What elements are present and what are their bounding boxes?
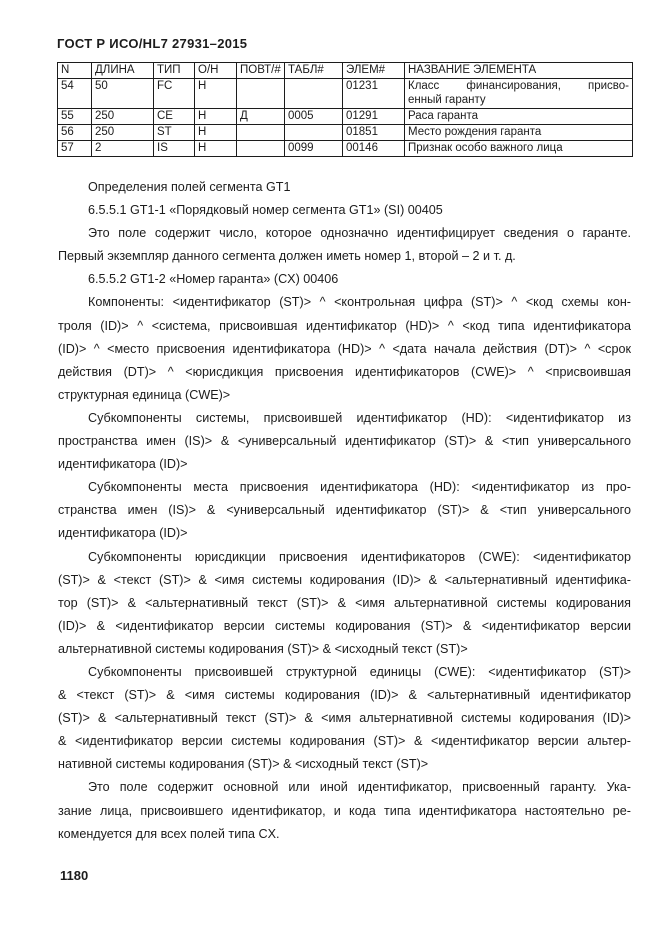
table-cell: Н xyxy=(195,141,237,157)
page-number: 1180 xyxy=(60,868,89,883)
table-cell: 50 xyxy=(92,79,154,109)
text-line: (ID)> ^ <место присвоения идентификатора (HD)> ^ <дата начала действия (DT)> ^ <срок xyxy=(58,341,631,356)
text-line: пространства имен (IS)> & <универсальный идентификатор (ST)> & <тип универсального xyxy=(58,434,631,449)
table-cell: CE xyxy=(154,109,195,125)
table-header-row xyxy=(58,63,633,79)
column-header: НАЗВАНИЕ ЭЛЕМЕНТА xyxy=(405,63,633,79)
text-line: Это поле содержит основной или иной идентификатор, присвоенный гаранту. Ука- xyxy=(88,780,631,795)
table-cell: 54 xyxy=(58,79,92,109)
text-line: Субкомпоненты системы, присвоившей идентификатор (HD): <идентификатор из xyxy=(88,410,631,425)
segment-fields-table xyxy=(57,62,633,157)
text-line: Субкомпоненты юрисдикции присвоения идентификаторов (CWE): <идентификатор xyxy=(88,549,631,564)
element-name-line: енный гаранту xyxy=(408,94,486,106)
table-cell: Д xyxy=(237,109,285,125)
text-line: Компоненты: <идентификатор (ST)> ^ <контрольная цифра (ST)> ^ <код схемы кон- xyxy=(88,295,631,310)
table-cell xyxy=(285,79,343,109)
text-line: странства имен (IS)> & <универсальный идентификатор (ST)> & <тип универсального xyxy=(58,503,631,518)
text-line: 6.5.5.1 GT1-1 «Порядковый номер сегмента GT1» (SI) 00405 xyxy=(88,203,443,218)
table-row xyxy=(58,125,633,141)
table-cell: 0005 xyxy=(285,109,343,125)
element-name-line: Класс финансирования, присво- xyxy=(408,80,629,92)
column-header: N xyxy=(58,63,92,79)
text-line: комендуется для всех полей типа CX. xyxy=(58,826,280,841)
text-line: (ID)> & <идентификатор версии системы кодирования (ST)> & <идентификатор версии xyxy=(58,618,631,633)
text-line: (ST)> & <текст (ST)> & <имя системы кодирования (ID)> & <альтернативный идентифика- xyxy=(58,572,631,587)
table-cell: 250 xyxy=(92,109,154,125)
table-cell xyxy=(237,125,285,141)
text-line: Субкомпоненты присвоившей структурной единицы (CWE): <идентификатор (ST)> xyxy=(88,664,631,679)
table-cell: Н xyxy=(195,79,237,109)
table-cell: 01291 xyxy=(343,109,405,125)
body-text xyxy=(58,176,631,846)
table-cell: 00146 xyxy=(343,141,405,157)
element-name-line: Признак особо важного лица xyxy=(408,142,563,154)
column-header: ЭЛЕМ# xyxy=(343,63,405,79)
table-cell: FC xyxy=(154,79,195,109)
column-header: ТАБЛ# xyxy=(285,63,343,79)
column-header: ТИП xyxy=(154,63,195,79)
text-line: Определения полей сегмента GT1 xyxy=(88,180,291,194)
table-cell: IS xyxy=(154,141,195,157)
table-row xyxy=(58,141,633,157)
text-line: Субкомпоненты места присвоения идентификатора (HD): <идентификатор из про- xyxy=(88,480,631,495)
document-title: ГОСТ Р ИСО/HL7 27931–2015 xyxy=(57,36,248,51)
table-cell: 57 xyxy=(58,141,92,157)
element-name-line: Раса гаранта xyxy=(408,110,479,122)
text-line: нативной системы кодирования (ST)> & <исходный текст (ST)> xyxy=(58,757,429,772)
table-cell: 250 xyxy=(92,125,154,141)
table-cell: 01851 xyxy=(343,125,405,141)
table-cell xyxy=(237,79,285,109)
table-row xyxy=(58,79,633,109)
table-cell: 01231 xyxy=(343,79,405,109)
table-cell: Н xyxy=(195,109,237,125)
column-header: ДЛИНА xyxy=(92,63,154,79)
text-line: Это поле содержит число, которое однозначно идентифицирует сведения о гаранте. xyxy=(88,226,631,241)
text-line: действия (DT)> ^ <юрисдикция присвоения идентификаторов (CWE)> ^ <присвоившая xyxy=(58,364,631,379)
table-row xyxy=(58,109,633,125)
table-cell: 2 xyxy=(92,141,154,157)
text-line: & <идентификатор версии системы кодирования (ST)> & <идентификатор версии альтер- xyxy=(58,734,631,749)
text-line: идентификатора (ID)> xyxy=(58,457,188,472)
table-body xyxy=(58,79,633,157)
table-cell xyxy=(285,125,343,141)
column-header: ПОВТ/# xyxy=(237,63,285,79)
table-cell: 55 xyxy=(58,109,92,125)
element-name-cell xyxy=(405,125,633,141)
table-cell: 56 xyxy=(58,125,92,141)
text-line: идентификатора (ID)> xyxy=(58,526,188,541)
text-line: структурная единица (CWE)> xyxy=(58,387,231,402)
element-name-cell xyxy=(405,109,633,125)
text-line: троля (ID)> ^ <система, присвоившая идентификатор (HD)> ^ <код типа идентификатора xyxy=(58,318,631,333)
text-line: альтернативной системы кодирования (ST)> & <исходный текст (ST)> xyxy=(58,641,468,656)
text-line: & <текст (ST)> & <имя системы кодирования (ID)> & <альтернативный идентификатор xyxy=(58,688,631,703)
table-cell: Н xyxy=(195,125,237,141)
text-line: 6.5.5.2 GT1-2 «Номер гаранта» (CX) 00406 xyxy=(88,272,339,287)
table-cell: 0099 xyxy=(285,141,343,157)
element-name-cell xyxy=(405,79,633,109)
text-line: тор (ST)> & <альтернативный текст (ST)> & <имя альтернативной системы кодирования xyxy=(58,595,631,610)
table-cell xyxy=(237,141,285,157)
text-line: (ST)> & <альтернативный текст (ST)> & <имя альтернативной системы кодирования (ID)> xyxy=(58,711,631,726)
text-line: зание лица, присвоившего идентификатор, и кода типа идентификатора настоятельно ре- xyxy=(58,803,631,818)
table-cell: ST xyxy=(154,125,195,141)
element-name-line: Место рождения гаранта xyxy=(408,126,542,138)
text-line: Первый экземпляр данного сегмента должен иметь номер 1, второй – 2 и т. д. xyxy=(58,249,516,264)
column-header: О/Н xyxy=(195,63,237,79)
element-name-cell xyxy=(405,141,633,157)
